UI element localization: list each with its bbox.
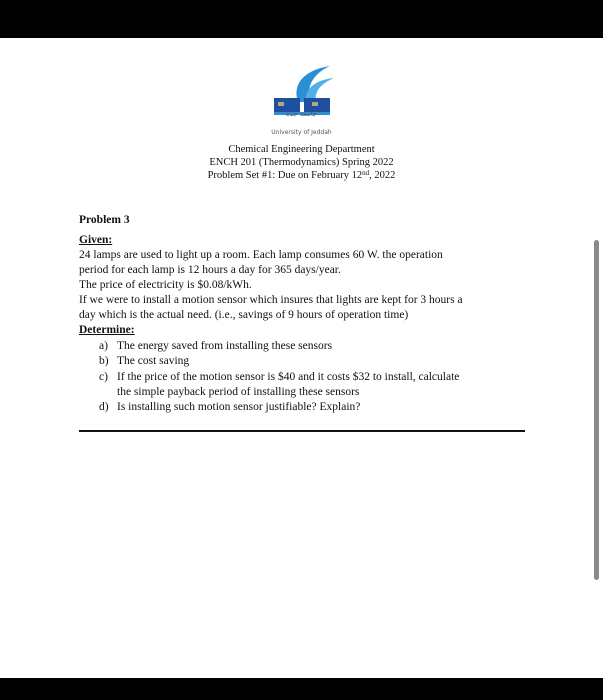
- given-line-3: The price of electricity is $0.08/kWh.: [79, 279, 252, 291]
- item-a-letter: a): [99, 340, 108, 352]
- university-name-arabic: جامعة جدة: [285, 110, 318, 118]
- determine-heading: Determine:: [79, 324, 135, 336]
- scrollbar[interactable]: [594, 240, 599, 580]
- horizontal-rule: [79, 430, 525, 432]
- problem-title: Problem 3: [79, 214, 130, 226]
- bottom-black-bar: [0, 678, 603, 700]
- university-name-english: University of Jeddah: [271, 129, 332, 136]
- item-b-text: The cost saving: [117, 355, 190, 367]
- item-c-text-line-2: the simple payback period of installing these sensors: [117, 386, 360, 398]
- item-c-text-line-1: If the price of the motion sensor is $40 and it costs $32 to install, calculate: [117, 371, 460, 383]
- given-heading: Given:: [79, 234, 113, 246]
- item-d-text: Is installing such motion sensor justifiable? Explain?: [117, 401, 361, 413]
- due-superscript: nd: [362, 169, 370, 177]
- due-text: Problem Set #1: Due on February 12: [207, 170, 363, 181]
- given-line-4: If we were to install a motion sensor which insures that lights are kept for 3 hours a: [79, 294, 463, 306]
- item-d-letter: d): [99, 401, 109, 413]
- department-name: Chemical Engineering Department: [228, 144, 375, 155]
- given-line-1: 24 lamps are used to light up a room. Each lamp consumes 60 W. the operation: [79, 249, 443, 261]
- due-year: , 2022: [369, 170, 396, 181]
- top-black-bar: [0, 0, 603, 38]
- university-logo: [264, 62, 340, 128]
- given-line-5: day which is the actual need. (i.e., savings of 9 hours of operation time): [79, 309, 409, 321]
- item-c-letter: c): [99, 371, 108, 383]
- problem-set-due: [0, 169, 603, 182]
- item-a-text: The energy saved from installing these sensors: [117, 340, 333, 352]
- given-line-2: period for each lamp is 12 hours a day for 365 days/year.: [79, 264, 341, 276]
- item-b-letter: b): [99, 355, 109, 367]
- course-title: ENCH 201 (Thermodynamics) Spring 2022: [209, 157, 394, 168]
